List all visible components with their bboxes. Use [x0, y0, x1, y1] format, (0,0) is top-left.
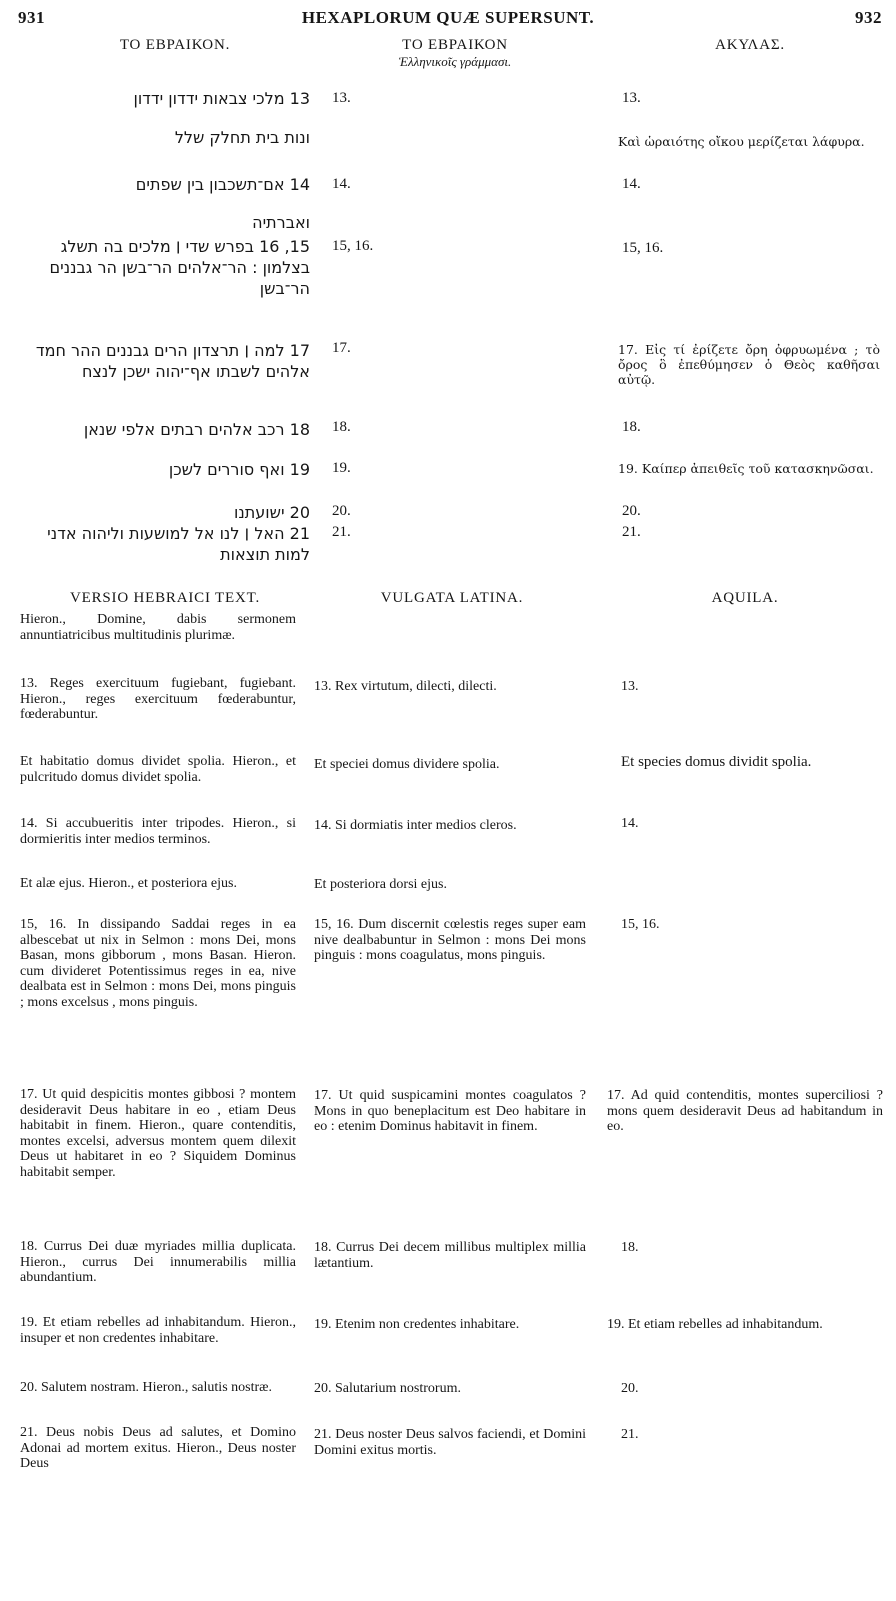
transliteration-column-heading: ΤΟ ΕΒΡΑΙΚΟΝ: [402, 37, 508, 53]
vulgata-column-heading: VULGATA LATINA.: [380, 590, 524, 606]
versio-paragraph: 18. Currus Dei duæ myriades millia duplicata. Hieron., currus Dei innumerabilis millia abundantium.: [20, 1239, 296, 1285]
aquila-paragraph: 17. Ad quid contenditis, montes superciliosi ? mons quem desideravit Deus ad habitandum in eo.: [607, 1088, 883, 1134]
aquila-paragraph: 14.: [621, 816, 639, 831]
versio-column-heading: VERSIO HEBRAICI TEXT.: [70, 590, 260, 606]
vulgata-paragraph: 18. Currus Dei decem millibus multiplex millia lætantium.: [314, 1240, 586, 1271]
versio-paragraph: Et habitatio domus dividet spolia. Hieron., et pulcritudo domus dividet spolia.: [20, 754, 296, 785]
aquila-paragraph: 20.: [621, 1381, 639, 1396]
verse-number: 13.: [332, 90, 351, 106]
aquila-latin-column-heading: AQUILA.: [711, 590, 779, 606]
hebrew-verse: 13 מלכי צבאות ידדון ידדון: [133, 89, 310, 108]
vulgata-paragraph: 14. Si dormiatis inter medios cleros.: [314, 818, 517, 833]
hebrew-verse: 21 האל ׀ לנו אל למושעות וליהוה אדני למות תוצאות: [42, 524, 310, 564]
greek-verse: 18.: [622, 419, 641, 435]
vulgata-paragraph: 17. Ut quid suspicamini montes coagulatos ? Mons in quo beneplacitum est Deo habitare in eo : etenim Dominus habitavit in finem.: [314, 1088, 586, 1134]
vulgata-paragraph: 13. Rex virtutum, dilecti, dilecti.: [314, 679, 497, 694]
vulgata-paragraph: 20. Salutarium nostrorum.: [314, 1381, 461, 1396]
greek-verse: 20.: [622, 503, 641, 519]
versio-paragraph: 13. Reges exercituum fugiebant, fugiebant. Hieron., reges exercituum fœderabuntur, fœderabuntur.: [20, 676, 296, 722]
hebrew-verse: ואברתיה: [252, 213, 310, 232]
hebrew-verse: 17 למה ׀ תרצדון הרים גבננים ההר חמד אלהים לשבתו אף־יהוה ישכן לנצח: [30, 341, 310, 381]
aquila-greek-column-heading: ΑΚΥΛΑΣ.: [715, 37, 785, 53]
greek-verse: 14.: [622, 176, 641, 192]
hebrew-verse: 19 ואף סוררים לשכן: [168, 460, 310, 479]
verse-number: 19.: [332, 460, 351, 476]
vulgata-paragraph: 15, 16. Dum discernit cœlestis reges super eam nive dealbabuntur in Selmon : mons Dei mons pinguis : mons coagulatus, mons pinguis.: [314, 917, 586, 963]
aquila-paragraph: Et species domus dividit spolia.: [621, 754, 812, 770]
left-page-number: 931: [18, 8, 45, 27]
versio-paragraph: 19. Et etiam rebelles ad inhabitandum. Hieron., insuper et non credentes inhabitare.: [20, 1315, 296, 1346]
verse-number: 14.: [332, 176, 351, 192]
vulgata-paragraph: 19. Etenim non credentes inhabitare.: [314, 1317, 520, 1332]
aquila-paragraph: 19. Et etiam rebelles ad inhabitandum.: [607, 1317, 823, 1332]
versio-paragraph: 17. Ut quid despicitis montes gibbosi ? montem desideravit Deus habitare in eo , etiam Deus habitabit in finem. Hieron., quare contenditis, montes excelsi, adversus montem quem dilexit Deus ut habitaret in eo ? Siquidem Dominus habitabit semper.: [20, 1087, 296, 1180]
greek-verse: 15, 16.: [622, 240, 664, 256]
versio-paragraph: Et alæ ejus. Hieron., et posteriora ejus.: [20, 876, 237, 891]
greek-verse: 19. Καίπερ ἀπειθεῖς τοῦ κατασκηνῶσαι.: [618, 461, 874, 476]
vulgata-paragraph: 21. Deus noster Deus salvos faciendi, et Domini Domini exitus mortis.: [314, 1427, 586, 1458]
greek-verse: 13.: [622, 90, 641, 106]
versio-paragraph: Hieron., Domine, dabis sermonem annuntiatricibus multitudinis plurimæ.: [20, 612, 296, 643]
greek-verse: Καὶ ὡραιότης οἴκου μερίζεται λάφυρα.: [618, 134, 865, 149]
verse-number: 20.: [332, 503, 351, 519]
greek-verse: 17. Εἰς τί ἐρίζετε ὄρη ὀφρυωμένα ; τὸ ὄρος ὃ ἐπεθύμησεν ὁ Θεὸς καθῆσαι αὐτῷ.: [618, 342, 880, 387]
hebrew-verse: ונות בית תחלק שלל: [174, 128, 310, 147]
verse-number: 21.: [332, 524, 351, 540]
greek-verse: 21.: [622, 524, 641, 540]
versio-paragraph: 14. Si accubueritis inter tripodes. Hieron., si dormieritis inter medios terminos.: [20, 816, 296, 847]
aquila-paragraph: 13.: [621, 679, 639, 694]
versio-paragraph: 20. Salutem nostram. Hieron., salutis nostræ.: [20, 1380, 272, 1395]
hebrew-verse: 15, 16 בפרש שדי ׀ מלכים בה תשלג בצלמון : הר־אלהים הר־בשן הר גבננים הר־בשן: [44, 237, 310, 298]
verse-number: 18.: [332, 419, 351, 435]
right-page-number: 932: [855, 8, 882, 27]
hebrew-verse: 18 רכב אלהים רבתים אלפי שנאן: [83, 420, 310, 439]
verse-number: 15, 16.: [332, 238, 374, 254]
vulgata-paragraph: Et posteriora dorsi ejus.: [314, 877, 447, 892]
hebrew-verse: 20 ישועתנו: [233, 503, 310, 522]
hebrew-verse: 14 אם־תשכבון בין שפתים: [135, 175, 310, 194]
versio-paragraph: 15, 16. In dissipando Saddai reges in ea albescebat ut nix in Selmon : mons Dei, mons Basan, mons gibborum , mons Basan. Hieron. cum divideret Potentissimus reges in ea, nive dealbata est in Selmon : mons Dei, mons pinguis ; mons excelsus , mons pinguis.: [20, 917, 296, 1010]
vulgata-paragraph: Et speciei domus dividere spolia.: [314, 757, 500, 772]
hebrew-column-heading: ΤΟ ΕΒΡΑΙΚΟΝ.: [119, 37, 231, 53]
transliteration-column-subheading: Ἑλληνικοῖς γράμμασι.: [398, 54, 512, 69]
aquila-paragraph: 18.: [621, 1240, 639, 1255]
verse-number: 17.: [332, 340, 351, 356]
versio-paragraph: 21. Deus nobis Deus ad salutes, et Domino Adonai ad mortem exitus. Hieron., Deus noster Deus: [20, 1425, 296, 1471]
running-title: HEXAPLORUM QUÆ SUPERSUNT.: [301, 8, 595, 27]
aquila-paragraph: 15, 16.: [621, 917, 660, 932]
aquila-paragraph: 21.: [621, 1427, 639, 1442]
